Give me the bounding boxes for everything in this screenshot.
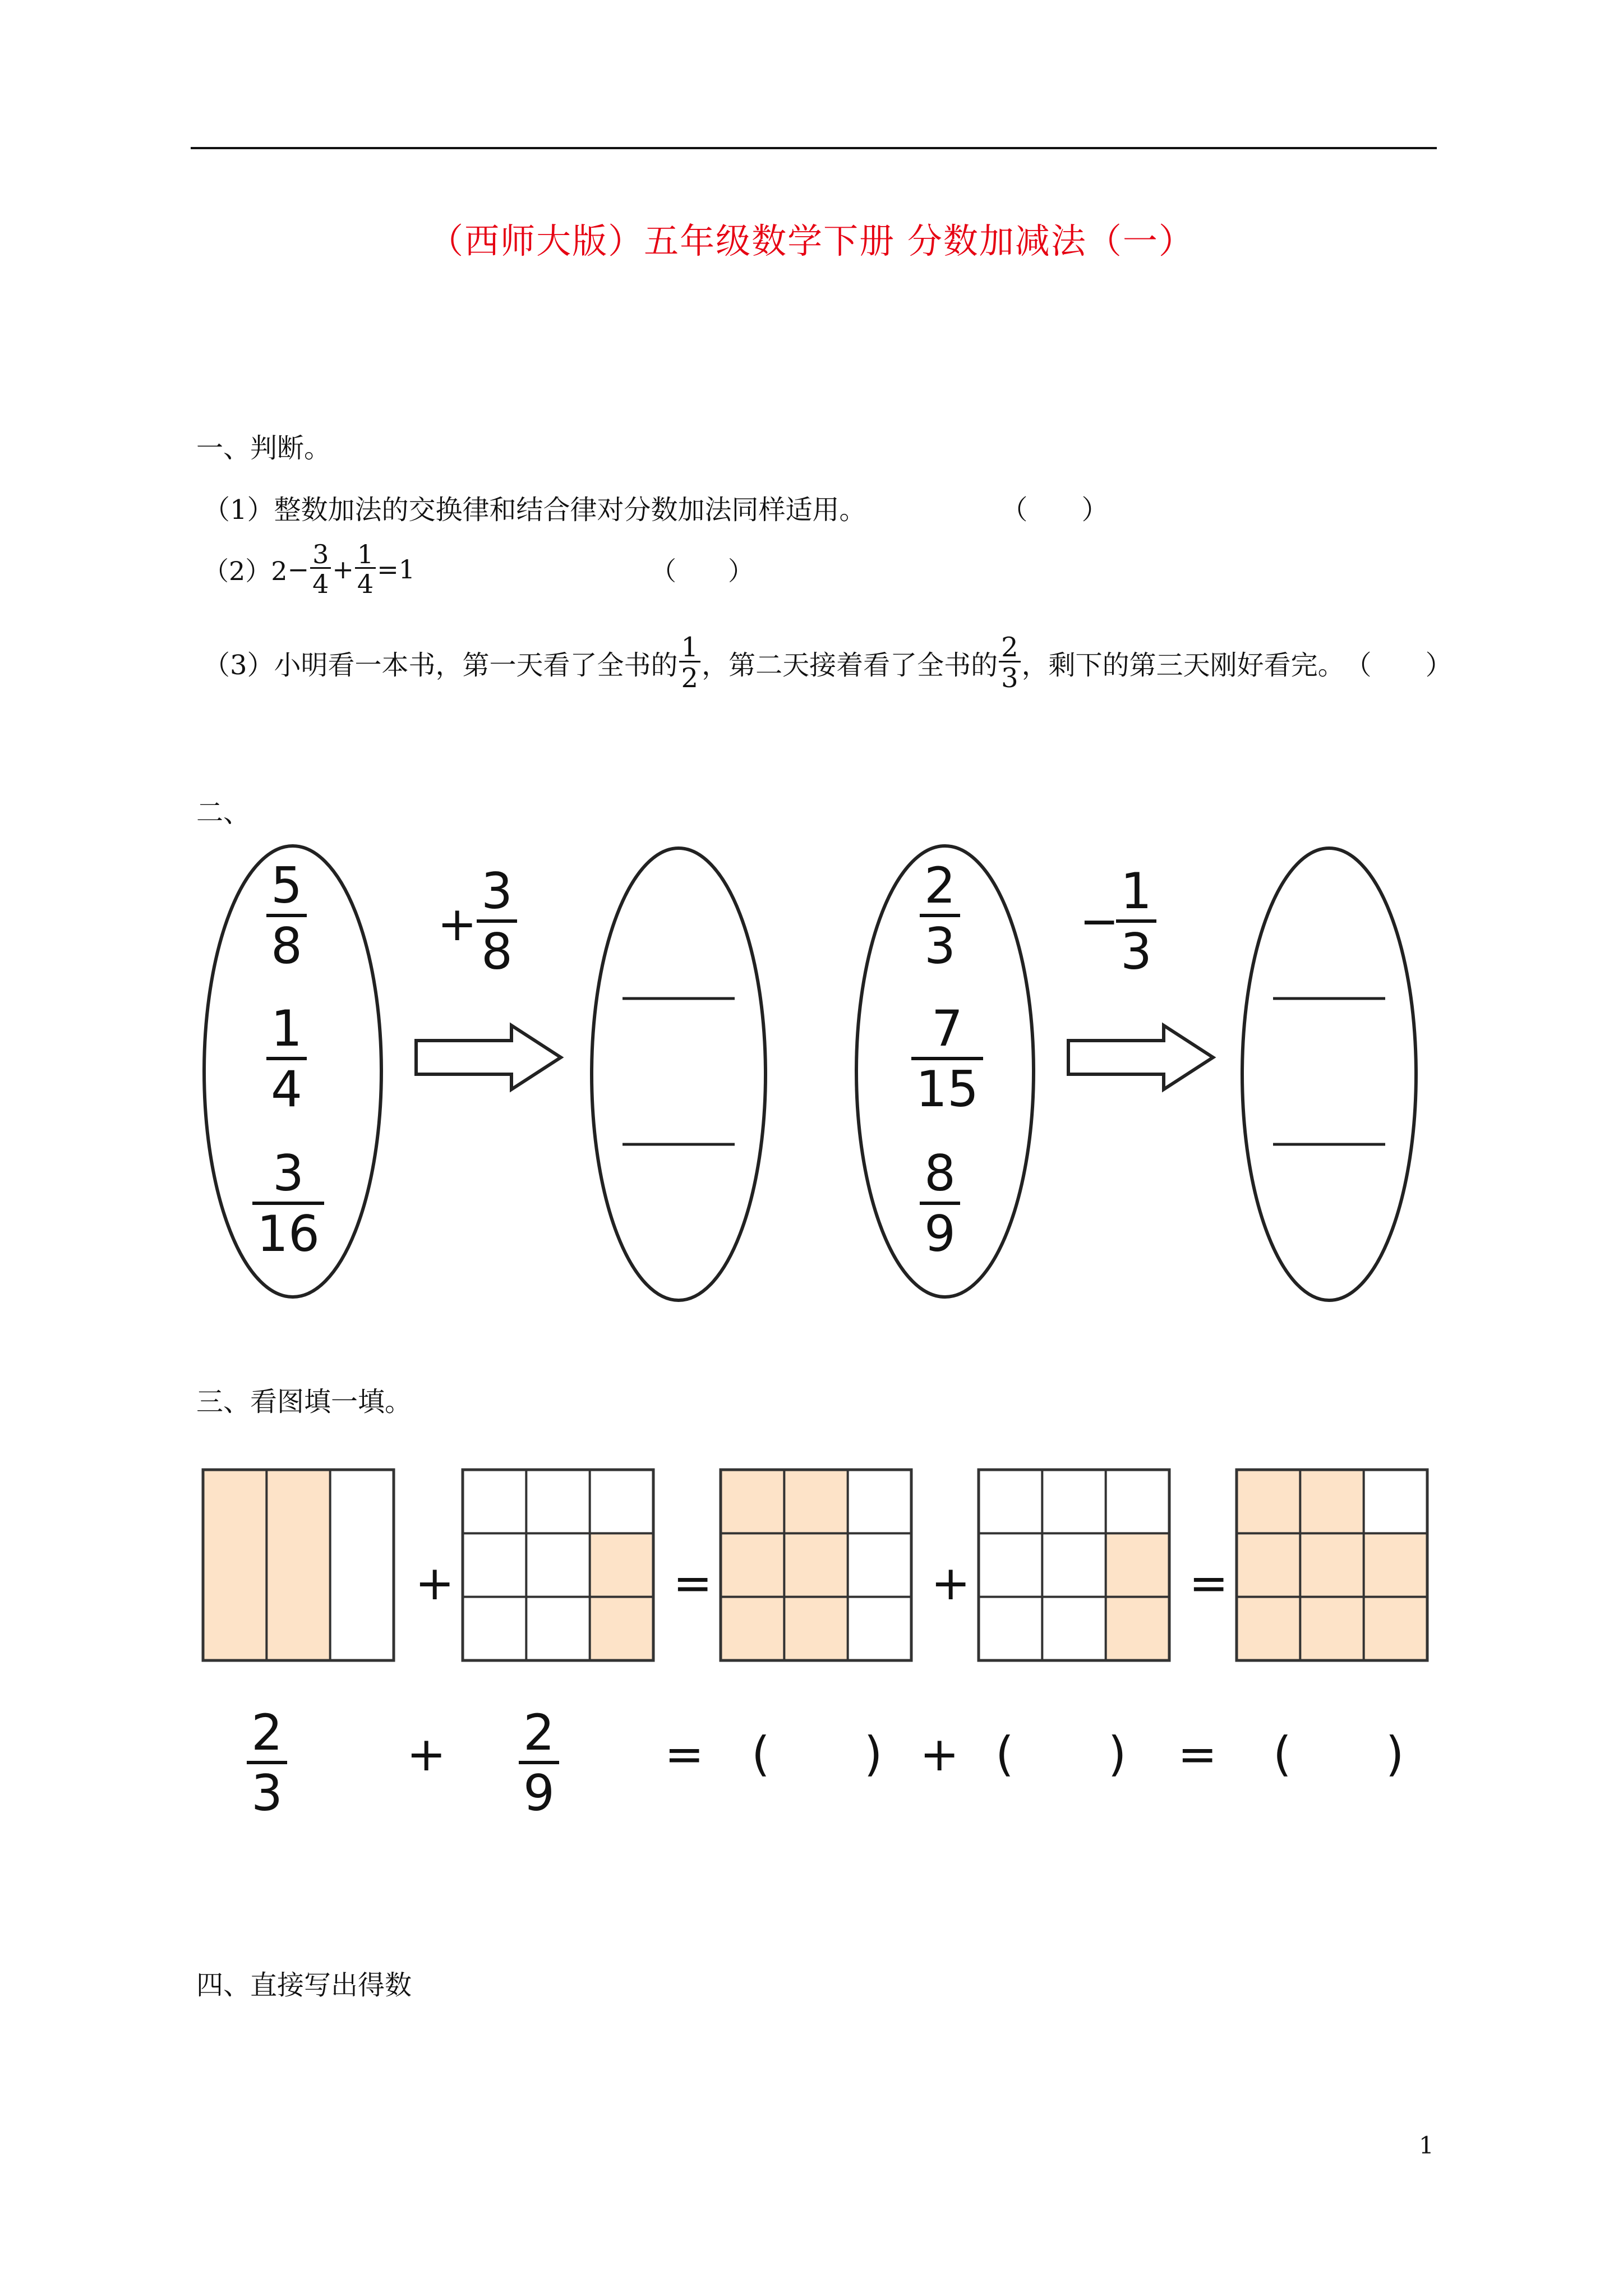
equation-blank-1[interactable]: ( ) xyxy=(751,1727,883,1782)
operator-minus: − xyxy=(1080,894,1119,949)
section3-heading: 三、看图填一填。 xyxy=(196,1386,412,1418)
shaded-cell xyxy=(1106,1597,1169,1660)
equation-equals-2: = xyxy=(1178,1727,1218,1782)
shaded-cell xyxy=(1237,1533,1300,1596)
shaded-cell xyxy=(784,1597,847,1660)
operand-fraction-3-8: 3 8 xyxy=(477,867,517,977)
shaded-cell xyxy=(1300,1470,1363,1533)
shaded-cell xyxy=(266,1470,330,1660)
shaded-cell xyxy=(1300,1597,1363,1660)
question-2-suffix: =1 xyxy=(377,554,416,585)
fraction-grids xyxy=(0,1447,1623,1705)
operator-plus: + xyxy=(437,896,477,951)
grid-equals-sign-2: = xyxy=(1189,1556,1229,1611)
section2-heading: 二、 xyxy=(196,797,251,829)
grid-equals-sign-1: = xyxy=(673,1556,713,1611)
arrow-right-icon-right xyxy=(1068,1025,1213,1089)
grid-thirds xyxy=(203,1470,394,1660)
question-3-fraction-1: $\frac{1}{2}$ xyxy=(679,634,701,692)
page-title: （西师大版）五年级数学下册 分数加减法（一） xyxy=(428,220,1195,261)
question-2-minus: − xyxy=(287,554,310,585)
question-2-fraction-2: $\frac{1}{4}$ xyxy=(355,541,376,597)
shaded-cell xyxy=(590,1533,653,1596)
question-3-part3: ，剩下的第三天刚好看完。 xyxy=(1021,650,1345,681)
grid-plus-sign-1: + xyxy=(415,1556,455,1611)
shaded-cell xyxy=(590,1597,653,1660)
output-ellipse-left xyxy=(592,848,766,1300)
equation-blank-2[interactable]: ( ) xyxy=(995,1727,1127,1782)
equation-blank-3[interactable]: ( ) xyxy=(1273,1727,1404,1782)
shaded-cell xyxy=(721,1597,784,1660)
question-3-part2: ，第二天接着看了全书的 xyxy=(702,650,998,681)
question-3-part1: （3）小明看一本书，第一天看了全书的 xyxy=(203,650,678,681)
answer-paren-1[interactable]: （ ） xyxy=(1000,494,1109,526)
shaded-cell xyxy=(721,1470,784,1533)
question-2-plus: + xyxy=(332,554,354,585)
shaded-cell xyxy=(1237,1470,1300,1533)
input-fraction-8-9: 8 9 xyxy=(920,1149,960,1259)
shaded-cell xyxy=(1364,1533,1427,1596)
section4-heading: 四、直接写出得数 xyxy=(196,1970,412,2001)
shaded-cell xyxy=(1300,1533,1363,1596)
shaded-cell xyxy=(784,1470,847,1533)
shaded-cell xyxy=(721,1533,784,1596)
shaded-cell xyxy=(203,1470,266,1660)
shaded-cell xyxy=(1237,1597,1300,1660)
input-fraction-7-15: 7 15 xyxy=(911,1004,983,1114)
grid-ninths-b xyxy=(721,1470,911,1660)
shaded-cell xyxy=(1364,1597,1427,1660)
answer-paren-3[interactable]: （ ） xyxy=(1344,650,1453,681)
answer-paren-2[interactable]: （ ） xyxy=(651,555,754,586)
output-ellipse-right xyxy=(1242,848,1416,1300)
grid-ninths-c xyxy=(979,1470,1169,1660)
question-2-fraction-1: $\frac{3}{4}$ xyxy=(310,541,331,597)
equation-fraction-2-9: 2 9 xyxy=(519,1708,559,1818)
equation-plus-2: + xyxy=(920,1727,960,1782)
grid-ninths-d xyxy=(1237,1470,1427,1660)
shaded-cell xyxy=(784,1533,847,1596)
equation-plus-1: + xyxy=(407,1727,446,1782)
grid-plus-sign-2: + xyxy=(931,1556,971,1611)
equation-equals-1: = xyxy=(665,1727,704,1782)
operand-fraction-1-3: 1 3 xyxy=(1116,867,1156,977)
question-2-prefix: （2）2 xyxy=(203,555,288,586)
section1-heading: 一、判断。 xyxy=(196,432,331,464)
shaded-cell xyxy=(1106,1533,1169,1596)
input-fraction-2-3: 2 3 xyxy=(920,861,960,971)
arrow-right-icon-left xyxy=(416,1025,561,1089)
equation-fraction-2-3: 2 3 xyxy=(247,1708,287,1818)
input-fraction-5-8: 5 8 xyxy=(266,861,307,971)
page-number: 1 xyxy=(1419,2132,1434,2159)
input-fraction-3-16: 3 16 xyxy=(252,1149,324,1259)
input-fraction-1-4: 1 4 xyxy=(266,1004,307,1114)
question-3-fraction-2: $\frac{2}{3}$ xyxy=(999,634,1021,692)
question-1-text: （1）整数加法的交换律和结合律对分数加法同样适用。 xyxy=(203,494,866,526)
grid-ninths-a xyxy=(463,1470,653,1660)
